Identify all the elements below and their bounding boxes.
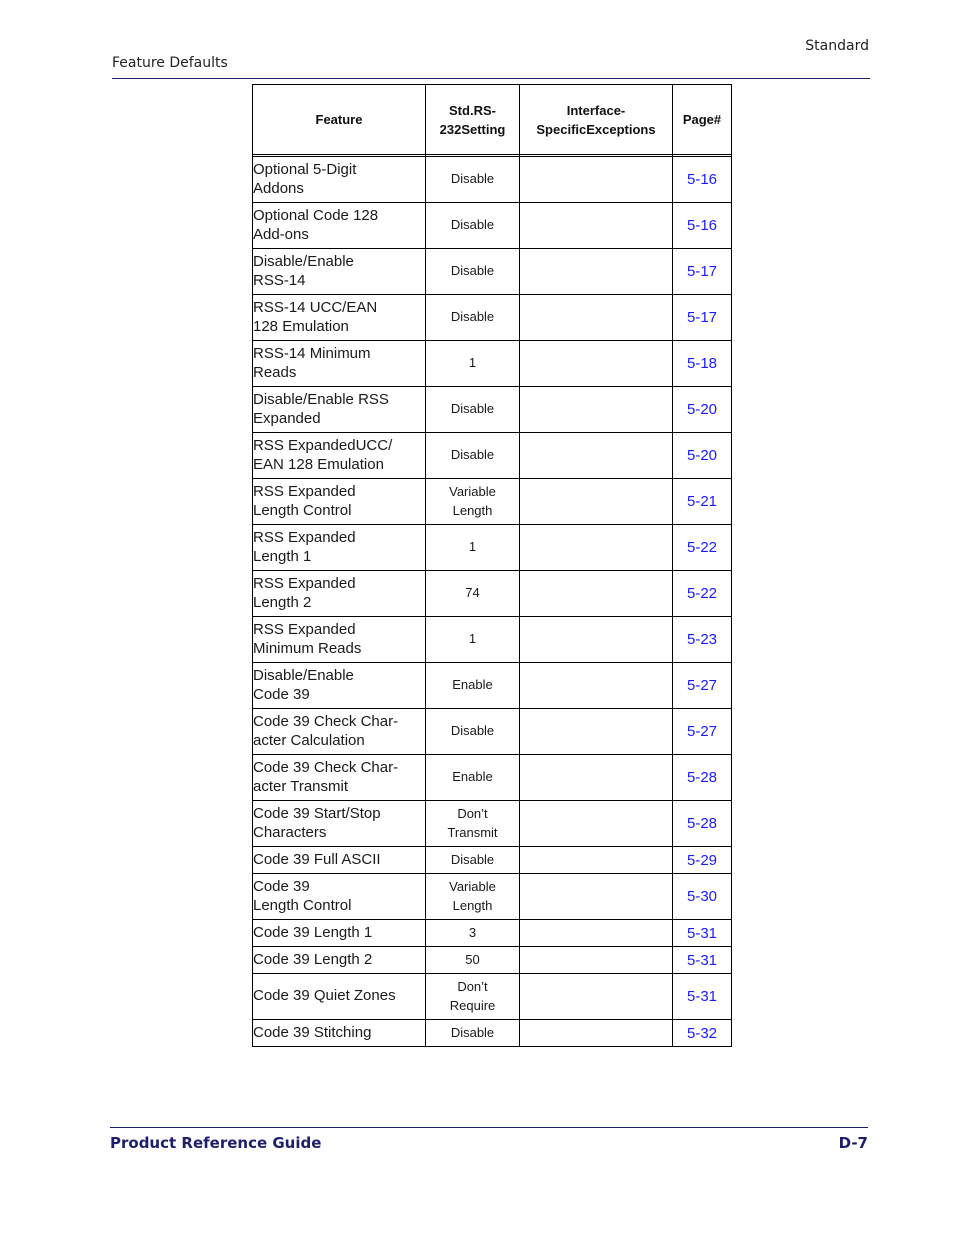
exceptions-cell: [520, 571, 673, 617]
feature-line: Minimum Reads: [253, 639, 362, 657]
feature-cell: [253, 1020, 426, 1047]
column-header-line: Page: [682, 112, 714, 127]
column-header-page: [673, 85, 732, 155]
feature-line: RSS-14 Minimum: [253, 345, 371, 362]
feature-cell: [253, 479, 426, 525]
feature-line: Reads: [253, 363, 297, 381]
table-row: [253, 479, 732, 525]
feature-cell: [253, 157, 426, 203]
setting-line: Don’t: [457, 806, 488, 821]
page-link[interactable]: 5-31: [673, 920, 732, 947]
setting-cell: [426, 709, 520, 755]
table-row: [253, 974, 732, 1020]
chapter-label: Feature Defaults: [112, 55, 228, 71]
feature-cell: [253, 947, 426, 974]
exceptions-cell: [520, 847, 673, 874]
page-link[interactable]: 5-28: [673, 755, 732, 801]
table-row: [253, 663, 732, 709]
setting-cell: [426, 617, 520, 663]
table-header-row: [253, 85, 732, 155]
feature-line: acter Calculation: [253, 731, 365, 749]
setting-line: Disable: [450, 723, 495, 739]
setting-line: 1: [468, 631, 477, 647]
feature-line: EAN 128 Emulation: [253, 455, 384, 473]
setting-cell: [426, 1020, 520, 1047]
setting-cell: [426, 387, 520, 433]
column-header-line: #: [713, 112, 722, 127]
exceptions-cell: [520, 387, 673, 433]
feature-cell: [253, 387, 426, 433]
exceptions-cell: [520, 1020, 673, 1047]
page-link[interactable]: 5-17: [673, 295, 732, 341]
page-link[interactable]: 5-17: [673, 249, 732, 295]
page-link[interactable]: 5-28: [673, 801, 732, 847]
setting-line: Variable: [449, 484, 496, 499]
page-link[interactable]: 5-27: [673, 663, 732, 709]
exceptions-cell: [520, 947, 673, 974]
column-header-line: Std.: [449, 102, 474, 118]
exceptions-cell: [520, 249, 673, 295]
feature-cell: [253, 571, 426, 617]
feature-line: 128 Emulation: [253, 317, 349, 335]
setting-line: Enable: [452, 677, 493, 693]
exceptions-cell: [520, 341, 673, 387]
table-row: [253, 433, 732, 479]
feature-line: RSS Expanded: [253, 483, 356, 500]
feature-cell: [253, 847, 426, 874]
setting-cell: [426, 571, 520, 617]
table-body: [253, 155, 732, 1047]
table-row: [253, 947, 732, 974]
feature-line: Optional 5-Digit: [253, 161, 357, 178]
feature-line: RSS Expanded: [253, 575, 356, 592]
header-rule: [112, 78, 870, 79]
feature-cell: [253, 755, 426, 801]
table-row: [253, 341, 732, 387]
setting-cell: [426, 479, 520, 525]
setting-cell: [426, 249, 520, 295]
setting-line: 1: [468, 355, 477, 371]
feature-line: Code 39 Start/Stop: [253, 805, 381, 822]
page-link[interactable]: 5-30: [673, 874, 732, 920]
table-row: [253, 203, 732, 249]
table-row: [253, 387, 732, 433]
feature-cell: [253, 874, 426, 920]
setting-line: 1: [468, 539, 477, 555]
feature-line: Disable/Enable RSS: [253, 391, 389, 408]
feature-line: Code 39 Length 2: [253, 950, 373, 968]
setting-line: 50: [465, 951, 480, 967]
page-link[interactable]: 5-16: [673, 157, 732, 203]
table-row: [253, 1020, 732, 1047]
section-label: Standard: [805, 38, 869, 54]
feature-line: Code 39 Full ASCII: [253, 850, 381, 868]
footer-title: Product Reference Guide: [110, 1134, 322, 1152]
setting-cell: [426, 341, 520, 387]
setting-line: Disable: [450, 447, 495, 463]
setting-line: Disable: [450, 217, 495, 233]
feature-cell: [253, 525, 426, 571]
feature-line: Disable/Enable: [253, 667, 354, 684]
exceptions-cell: [520, 295, 673, 341]
setting-line: Disable: [450, 401, 495, 417]
setting-line: Disable: [450, 263, 495, 279]
column-header-exceptions: [520, 85, 673, 155]
exceptions-cell: [520, 920, 673, 947]
exceptions-cell: [520, 974, 673, 1020]
feature-line: Add-ons: [253, 225, 309, 243]
table-row: [253, 847, 732, 874]
footer-rule: [110, 1127, 868, 1128]
exceptions-cell: [520, 874, 673, 920]
page-link[interactable]: 5-31: [673, 947, 732, 974]
setting-cell: [426, 847, 520, 874]
feature-line: Code 39 Quiet Zones: [253, 987, 396, 1005]
footer-page-number: D-7: [838, 1134, 868, 1152]
table-row: [253, 755, 732, 801]
exceptions-cell: [520, 617, 673, 663]
page-link[interactable]: 5-23: [673, 617, 732, 663]
page-link[interactable]: 5-29: [673, 847, 732, 874]
exceptions-cell: [520, 203, 673, 249]
table-row: [253, 801, 732, 847]
feature-cell: [253, 920, 426, 947]
setting-cell: [426, 663, 520, 709]
feature-cell: [253, 341, 426, 387]
setting-cell: [426, 203, 520, 249]
setting-cell: [426, 295, 520, 341]
page-link[interactable]: 5-18: [673, 341, 732, 387]
column-header-line: Interface-Specific: [536, 102, 626, 137]
page-link[interactable]: 5-22: [673, 525, 732, 571]
setting-cell: [426, 755, 520, 801]
column-header-setting: [426, 85, 520, 155]
column-header-line: Setting: [461, 121, 506, 137]
setting-cell: [426, 974, 520, 1020]
feature-cell: [253, 249, 426, 295]
table-row: [253, 571, 732, 617]
setting-line: Variable: [449, 879, 496, 894]
table-row: [253, 157, 732, 203]
feature-line: RSS-14 UCC/EAN: [253, 299, 378, 316]
setting-cell: [426, 947, 520, 974]
feature-line: RSS Expanded: [253, 621, 356, 638]
setting-line: Length: [452, 897, 493, 913]
feature-cell: [253, 801, 426, 847]
setting-line: Disable: [450, 309, 495, 325]
exceptions-cell: [520, 433, 673, 479]
feature-line: Code 39: [253, 878, 310, 895]
feature-cell: [253, 203, 426, 249]
table-row: [253, 295, 732, 341]
setting-line: Length: [452, 502, 493, 518]
feature-line: Expanded: [253, 409, 321, 427]
feature-line: Length 1: [253, 547, 312, 565]
setting-line: Don’t: [457, 979, 488, 994]
table-row: [253, 920, 732, 947]
setting-line: 3: [468, 924, 477, 940]
setting-line: 74: [465, 585, 480, 601]
feature-line: Code 39 Stitching: [253, 1023, 372, 1041]
exceptions-cell: [520, 663, 673, 709]
page-link[interactable]: 5-20: [673, 387, 732, 433]
setting-cell: [426, 874, 520, 920]
table-row: [253, 525, 732, 571]
exceptions-cell: [520, 709, 673, 755]
feature-line: acter Transmit: [253, 777, 349, 795]
feature-line: Disable/Enable: [253, 253, 354, 270]
column-header-line: Exceptions: [586, 121, 656, 137]
setting-cell: [426, 157, 520, 203]
exceptions-cell: [520, 525, 673, 571]
feature-cell: [253, 974, 426, 1020]
feature-cell: [253, 709, 426, 755]
exceptions-cell: [520, 157, 673, 203]
page-link[interactable]: 5-21: [673, 479, 732, 525]
table-row: [253, 874, 732, 920]
exceptions-cell: [520, 755, 673, 801]
table-row: [253, 709, 732, 755]
feature-line: Length Control: [253, 501, 352, 519]
column-header-line: Feature: [315, 112, 363, 127]
feature-defaults-table: [252, 84, 732, 1047]
feature-line: Code 39 Check Char-: [253, 713, 399, 730]
setting-line: Enable: [452, 769, 493, 785]
feature-line: Length Control: [253, 896, 352, 914]
table-row: [253, 617, 732, 663]
setting-line: Require: [449, 997, 496, 1013]
feature-line: Code 39 Check Char-: [253, 759, 399, 776]
exceptions-cell: [520, 801, 673, 847]
feature-cell: [253, 295, 426, 341]
page-link[interactable]: 5-31: [673, 974, 732, 1020]
setting-line: Disable: [450, 171, 495, 187]
setting-line: Disable: [450, 1024, 495, 1040]
page-link[interactable]: 5-16: [673, 203, 732, 249]
feature-line: Code 39 Length 1: [253, 923, 373, 941]
setting-cell: [426, 525, 520, 571]
feature-line: Characters: [253, 823, 327, 841]
page-link[interactable]: 5-22: [673, 571, 732, 617]
setting-line: Transmit: [447, 824, 498, 840]
page-link[interactable]: 5-32: [673, 1020, 732, 1047]
setting-cell: [426, 801, 520, 847]
exceptions-cell: [520, 479, 673, 525]
feature-line: RSS ExpandedUCC/: [253, 437, 393, 454]
setting-cell: [426, 920, 520, 947]
column-header-feature: [253, 85, 426, 155]
setting-line: Disable: [450, 851, 495, 867]
feature-line: Length 2: [253, 593, 312, 611]
table-row: [253, 249, 732, 295]
feature-cell: [253, 433, 426, 479]
feature-line: Code 39: [253, 685, 310, 703]
feature-line: Addons: [253, 179, 304, 197]
feature-line: RSS Expanded: [253, 529, 356, 546]
page-link[interactable]: 5-27: [673, 709, 732, 755]
column-header-line: RS-232: [439, 102, 496, 137]
feature-cell: [253, 617, 426, 663]
feature-line: RSS-14: [253, 271, 306, 289]
feature-cell: [253, 663, 426, 709]
feature-line: Optional Code 128: [253, 207, 379, 224]
page-link[interactable]: 5-20: [673, 433, 732, 479]
setting-cell: [426, 433, 520, 479]
